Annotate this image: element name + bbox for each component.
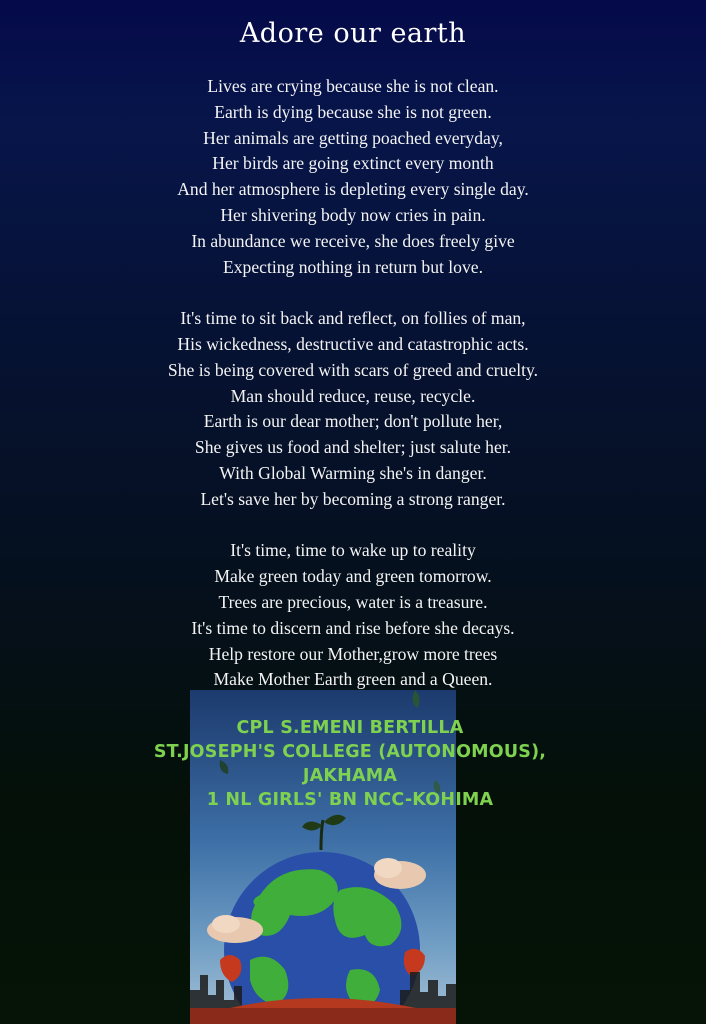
poem-line: Trees are precious, water is a treasure.: [218, 591, 488, 612]
poem-line: Help restore our Mother,grow more trees: [208, 643, 498, 664]
poem-line: It's time, time to wake up to reality: [230, 540, 476, 561]
poem-line: Lives are crying because she is not clean.: [207, 76, 499, 96]
poem-line: It's time to sit back and reflect, on follies of man,: [180, 308, 526, 329]
poem-line: Make green today and green tomorrow.: [214, 566, 492, 587]
poem-body: [0, 74, 706, 719]
poem-line: Make Mother Earth green and a Queen.: [213, 669, 493, 690]
stanza-3: [0, 538, 706, 693]
poem-line: With Global Warming she's in danger.: [219, 462, 487, 483]
poem-line: Earth is our dear mother; don't pollute her,: [203, 411, 503, 432]
poem-line: She is being covered with scars of greed and cruelty.: [167, 359, 539, 380]
poem-title: Adore our earth: [239, 18, 467, 49]
poem-line: Her animals are getting poached everyday,: [203, 127, 503, 148]
poem-line: She gives us food and shelter; just salute her.: [194, 437, 512, 458]
poem-line: And her atmosphere is depleting every single day.: [177, 179, 529, 200]
poem-line: Her shivering body now cries in pain.: [220, 204, 486, 225]
poem-line: Earth is dying because she is not green.: [214, 101, 492, 122]
poem-line: It's time to discern and rise before she decays.: [191, 617, 515, 638]
ncc-unit: 1 NL GIRLS' BN NCC-KOHIMA: [206, 790, 494, 810]
poem-line: Man should reduce, reuse, recycle.: [230, 385, 476, 406]
author-name: CPL S.EMENI BERTILLA: [236, 718, 464, 738]
author-credits: [100, 716, 600, 812]
poem-line: Let's save her by becoming a strong ranger.: [200, 488, 506, 509]
poem-line: In abundance we receive, she does freely give: [191, 230, 515, 251]
poem-line: Her birds are going extinct every month: [212, 153, 494, 174]
stanza-1: [0, 74, 706, 280]
college-location: JAKHAMA: [302, 766, 398, 786]
college-name: ST.JOSEPH'S COLLEGE (AUTONOMOUS),: [153, 742, 547, 762]
poem-line: Expecting nothing in return but love.: [223, 256, 483, 277]
poem-line: His wickedness, destructive and catastrophic acts.: [177, 333, 529, 354]
stanza-2: [0, 306, 706, 512]
